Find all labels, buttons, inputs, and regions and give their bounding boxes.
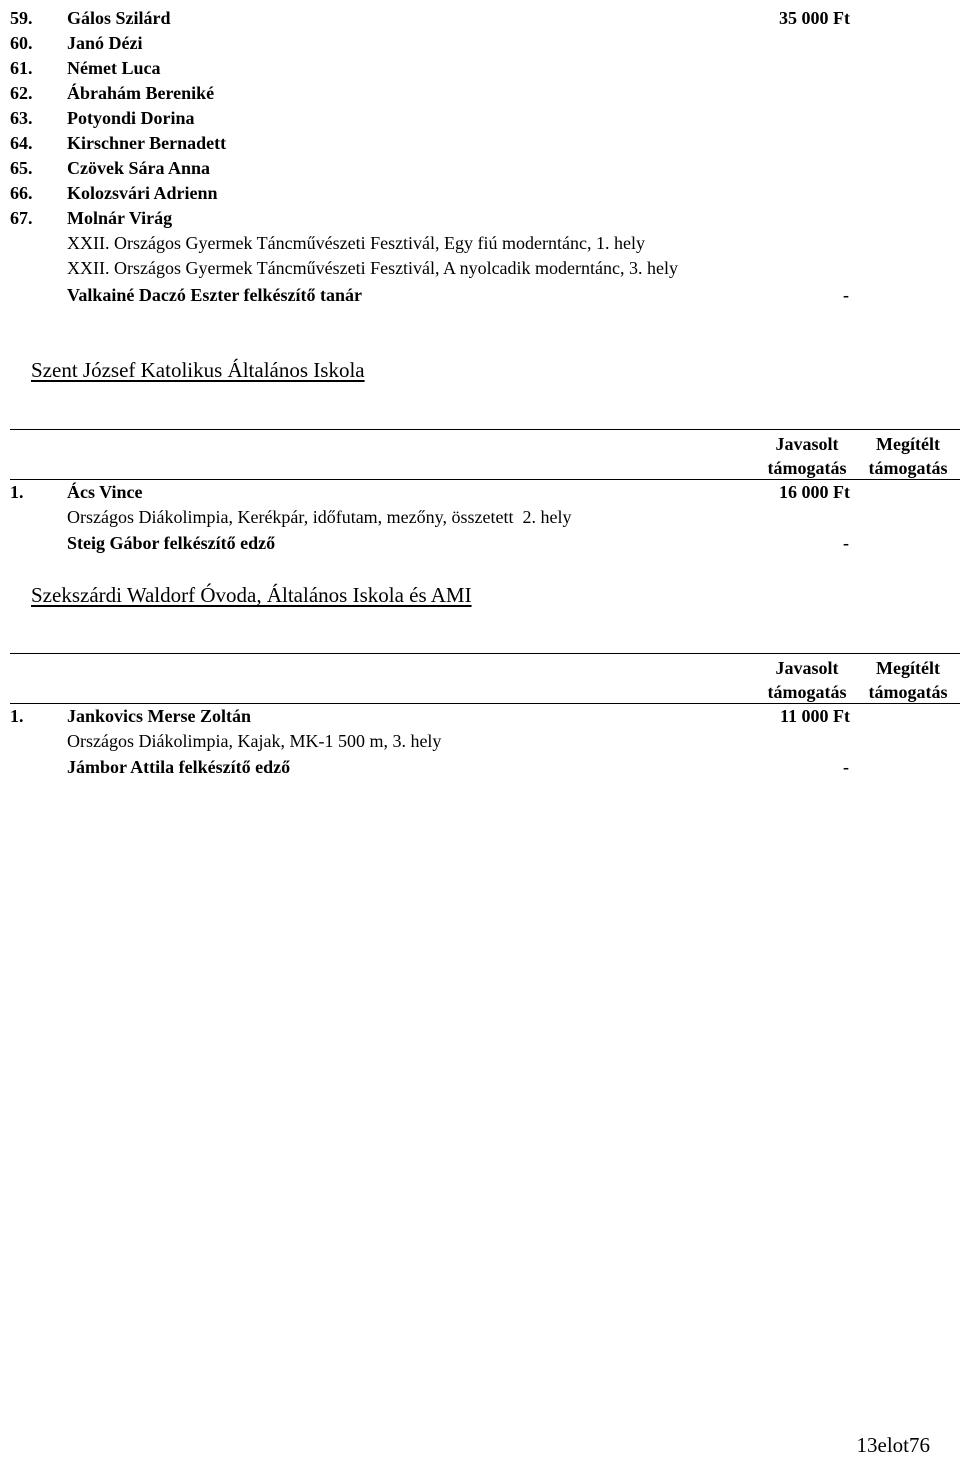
- list-item: [0, 206, 960, 231]
- item-name: Kolozsvári Adrienn: [67, 183, 218, 203]
- item-name: Molnár Virág: [67, 208, 173, 228]
- item-number: 60.: [10, 33, 33, 53]
- item-name: Német Luca: [67, 58, 161, 78]
- proposed-amount: 16 000 Ft: [779, 482, 850, 502]
- table-row: [0, 480, 960, 505]
- teacher-amount: -: [843, 285, 849, 305]
- list-item: [0, 181, 960, 206]
- item-number: 59.: [10, 8, 33, 28]
- proposed-amount: 35 000 Ft: [779, 8, 850, 28]
- item-number: 64.: [10, 133, 33, 153]
- item-name: Kirschner Bernadett: [67, 133, 227, 153]
- teacher-name: Steig Gábor felkészítő edző: [67, 533, 276, 553]
- achievement-text: XXII. Országos Gyermek Táncművészeti Fesztivál, Egy fiú moderntánc, 1. hely: [67, 233, 645, 253]
- column-header-line: támogatás: [868, 458, 948, 478]
- list-item: [0, 6, 960, 31]
- list-item: [0, 131, 960, 156]
- item-name: Czövek Sára Anna: [67, 158, 211, 178]
- table-rule: [10, 429, 960, 430]
- column-header-granted: [853, 656, 960, 704]
- list-item: [0, 56, 960, 81]
- item-name: Gálos Szilárd: [67, 8, 171, 28]
- entry-name: Jankovics Merse Zoltán: [67, 706, 251, 726]
- column-header-line: támogatás: [767, 458, 847, 478]
- teacher-row: [0, 755, 960, 780]
- column-header-proposed: [752, 656, 862, 704]
- column-header-line: Megítélt: [876, 434, 940, 454]
- item-name: Potyondi Dorina: [67, 108, 195, 128]
- item-number: 67.: [10, 208, 33, 228]
- teacher-row: [0, 283, 960, 308]
- item-number: 62.: [10, 83, 33, 103]
- item-name: Janó Dézi: [67, 33, 143, 53]
- list-item: [0, 31, 960, 56]
- item-number: 61.: [10, 58, 33, 78]
- teacher-name: Valkainé Daczó Eszter felkészítő tanár: [67, 285, 362, 305]
- page-footer: 13elot76: [856, 1433, 930, 1457]
- list-item: [0, 106, 960, 131]
- list-item: [0, 81, 960, 106]
- column-header-line: támogatás: [868, 682, 948, 702]
- entry-number: 1.: [10, 482, 24, 502]
- column-header-line: Javasolt: [775, 658, 839, 678]
- entry-name: Ács Vince: [67, 482, 143, 502]
- item-number: 63.: [10, 108, 33, 128]
- achievement-text: XXII. Országos Gyermek Táncművészeti Fesztivál, A nyolcadik moderntánc, 3. hely: [67, 258, 678, 278]
- item-number: 65.: [10, 158, 33, 178]
- column-header-line: Megítélt: [876, 658, 940, 678]
- table-rule: [10, 653, 960, 654]
- proposed-amount: 11 000 Ft: [780, 706, 850, 726]
- list-item: [0, 156, 960, 181]
- achievement-text: Országos Diákolimpia, Kajak, MK-1 500 m, 3. hely: [67, 731, 442, 751]
- column-header-line: támogatás: [767, 682, 847, 702]
- table-row: [0, 704, 960, 729]
- teacher-row: [0, 531, 960, 556]
- item-name: Ábrahám Bereniké: [67, 83, 215, 103]
- section-title: Szekszárdi Waldorf Óvoda, Általános Iskola és AMI: [31, 583, 472, 607]
- column-header-granted: [853, 432, 960, 480]
- teacher-amount: -: [843, 757, 849, 777]
- teacher-name: Jámbor Attila felkészítő edző: [67, 757, 291, 777]
- entry-number: 1.: [10, 706, 24, 726]
- teacher-amount: -: [843, 533, 849, 553]
- section-title: Szent József Katolikus Általános Iskola: [31, 358, 365, 382]
- column-header-proposed: [752, 432, 862, 480]
- achievement-text: Országos Diákolimpia, Kerékpár, időfutam, mezőny, összetett 2. hely: [67, 507, 572, 527]
- column-header-line: Javasolt: [775, 434, 839, 454]
- item-number: 66.: [10, 183, 33, 203]
